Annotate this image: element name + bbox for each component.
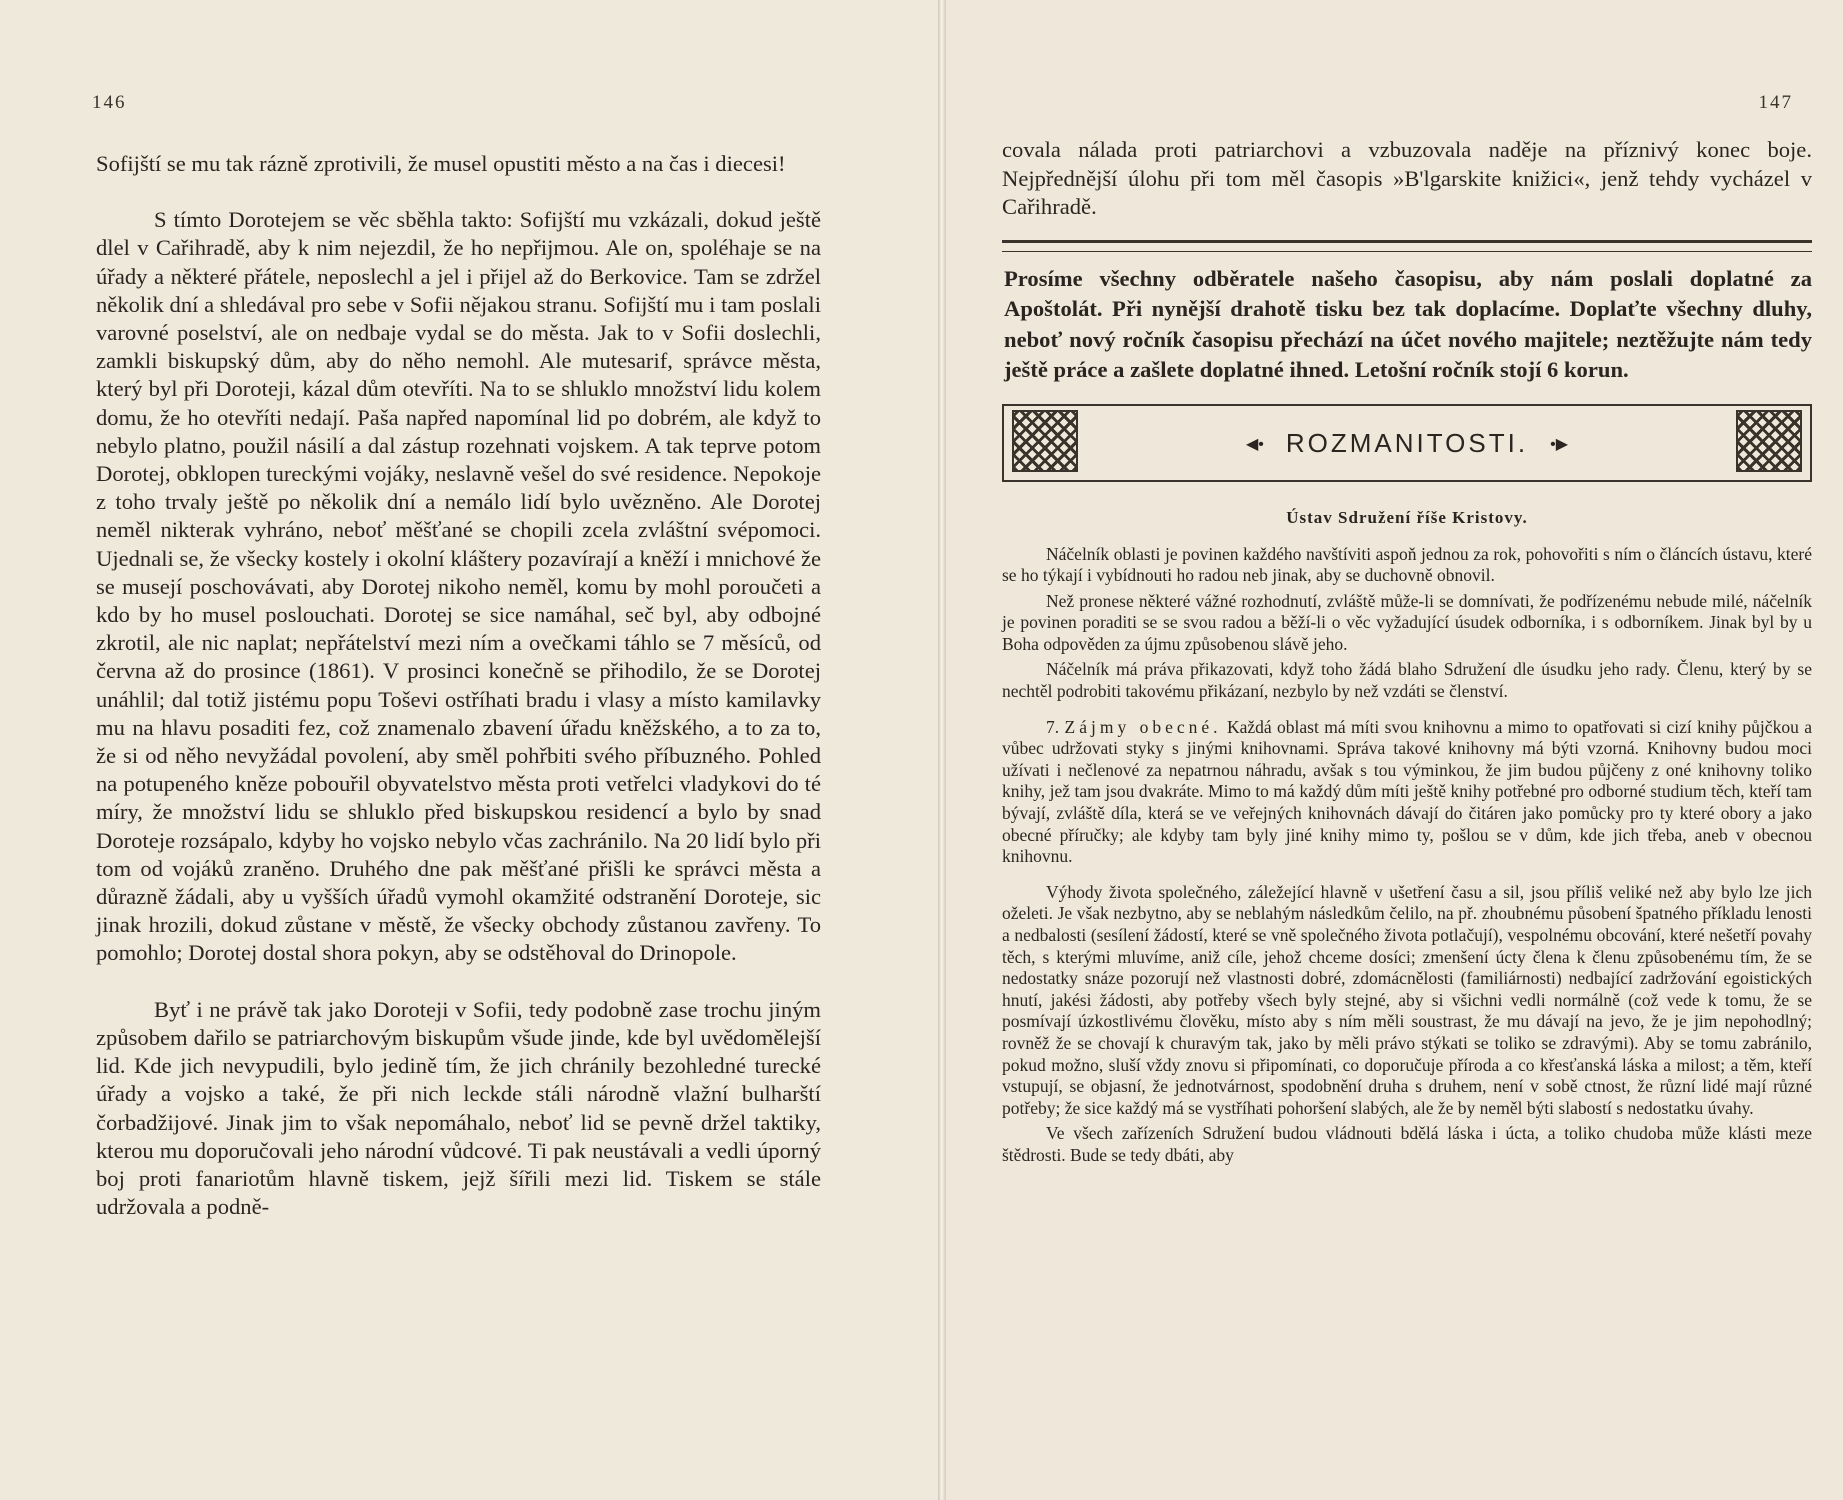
left-text-column (96, 150, 821, 1221)
ornament-icon (1736, 410, 1802, 472)
paragraph (1002, 717, 1812, 868)
section-title: Ústav Sdružení říše Kristovy. (1286, 507, 1528, 527)
right-page (946, 0, 1843, 1500)
point-heading: Zájmy obecné. (1064, 716, 1222, 737)
point-number: 7. (1046, 716, 1060, 737)
point-text: Každá oblast má míti svou knihovnu a mimo to opatřovati si cizí knihy půjčkou a vůbec udržovati styky s jinými knihovnami. Správa takové knihovny má býti vzorná. Knihovny budou moci užívati i nečlenové za nepatrnou náhradu, avšak s tou výminkou, že jim budou půjčeny z oné knihovny toliko knihy, jež tam jsou dvakráte. Mimo to má každý dům míti ještě knihy potřebné pro odborné studium těch, kteří tam bývají, zvláště díla, která se ve veřejných knihovnách dávají do čitáren jako pomůcky pro ty které obory a jako obecné příručky; ale kdyby tam byly jiné knihy mimo ty, pošlou se v dům, kde jich třeba, aneb v obecnou knihovnu. (1002, 716, 1812, 867)
page-number: 147 (1758, 92, 1793, 113)
banner-title-text: ROZMANITOSTI. (1285, 427, 1529, 458)
arrow-right-icon: •▶ (1550, 435, 1568, 453)
arrow-left-icon: ◀• (1245, 435, 1264, 453)
paragraph: Ve všech zařízeních Sdružení budou vládnouti bdělá láska i úcta, a toliko chudoba může klásti meze štědrosti. Bude se tedy dbáti, aby (1002, 1123, 1812, 1165)
paragraph: Než pronese některé vážné rozhodnutí, zvláště může-li se domnívati, že podřízenému nebude milé, náčelník je povinen poraditi se se svou radou a běží-li o věc vyžadující úsudek odborníka, i s odborníkem. Jinak byl by u Boha odpověden za újmu způsobenou slávě jeho. (1002, 590, 1812, 654)
paragraph: Sofijští se mu tak rázně zprotivili, že musel opustiti město a na čas i diecesi! (96, 151, 786, 176)
paragraph: Náčelník má práva přikazovati, když toho žádá blaho Sdružení dle úsudku jeho rady. Členu, který by se nechtěl podrobiti takovému přikázaní, nezbylo by než vzdáti se členství. (1002, 659, 1812, 702)
divider (1002, 240, 1812, 252)
page-number: 146 (92, 92, 127, 113)
banner-title (1002, 428, 1812, 459)
paragraph: S tímto Dorotejem se věc sběhla takto: Sofijští mu vzkázali, dokud ještě dlel v Cařihradě, aby k nim nejezdil, že ho nepřijmou. Ale on, spoléhaje se na úřady a některé přátele, neposlechl a jel i přijel až do Berkovice. Tam se zdržel několik dní a shledával pro sebe v Sofii nějakou stranu. Sofijští mu i tam poslali varovné poselství, ale on nedbaje vydal se do města. Jak to v Sofii doslechli, zamkli biskupský dům, aby do něho nemohl. Ale mutesarif, správce města, který byl při Doroteji, kázal dům otevříti. Na to se shluklo množství lidu kolem domu, že ho otevříti nedají. Paša napřed napomínal lid po dobrém, ale když to nebylo platno, použil násilí a dal zástup rozehnati vojskem. A tak teprve potom Dorotej, obklopen tureckými vojáky, neslavně vešel do své residence. Nepokoje z toho trvaly ještě po několik dní a nemálo lidí bylo uvězněno. Ale Dorotej neměl nikterak vyhráno, neboť měšťané se chopili zcela zvláštní svépomoci. Ujednali se, že všecky kostely i okolní kláštery pozavírají a kněží i mnichové že se musejí poschovávati, aby Dorotej nikoho neměl, komu by mohl poroučeti a kdo by ho musel poslouchati. Dorotej se sice namáhal, seč byl, aby odbojné zkrotil, ale nic naplat; nepřátelství mezi ním a ovečkami táhlo se 7 měsíců, od června až do prosince (1861). V prosinci konečně se přihodilo, že se Dorotej unáhlil; dal totiž jistému popu Toševi ostříhati bradu i vlasy a místo kamilavky mu na hlavu posaditi fez, což znamenalo zbavení úřadu kněžského, a to za to, že si od něho nevyžádal povolení, aby směl pohřbiti svého příbuzného. Pohled na potupeného kněze pobouřil obyvatelstvo města proti vetřelci vladykovi do té míry, že množství lidu se shluklo před biskupskou residencí a bylo by snad Doroteje rozsápalo, kdyby ho vojsko nebylo včas zachránilo. Na 20 lidí bylo při tom od vojáků zraněno. Druhého dne pak měšťané přišli ke správci města a důrazně žádali, aby u vyšších úřadů vymohl okamžité odstranění Doroteje, sic jinak hrozili, dokud zůstane v městě, že všecky obchody zůstanou zavřeny. To pomohlo; Dorotej dostal shora pokyn, aby se odstěhoval do Drinopole. (96, 207, 821, 966)
section-banner (1002, 404, 1812, 482)
paragraph: Náčelník oblasti je povinen každého navštíviti aspoň jednou za rok, pohovořiti s ním o článcích ústavu, které se ho týkají i vybídnouti ho radou neb jinak, aby se duchovně obnovil. (1002, 543, 1812, 586)
right-text-column (1002, 136, 1812, 1167)
subscriber-notice: Prosíme všechny odběratele našeho časopisu, aby nám poslali doplatné za Apoštolát. Při nynější drahotě tisku bez tak doplacíme. Doplaťte všechny dluhy, neboť nový ročník časopisu přechází na účet nového majitele; neztěžujte nám tedy ještě práce a zašlete doplatné ihned. Letošní ročník stojí 6 korun. (1004, 265, 1812, 382)
paragraph: covala nálada proti patriarchovi a vzbuzovala naděje na příznivý konec boje. Nejpřednější úlohu při tom měl časopis »B'lgarskite knižici«, jenž tehdy vycházel v Cařihradě. (1002, 137, 1812, 219)
paragraph: Výhody života společného, záležející hlavně v ušetření času a sil, jsou příliš veliké než aby bylo lze jich oželeti. Je však nezbytno, aby se neblahým následkům čelilo, na př. zhoubnému působení špatného příkladu lenosti a nedbalosti (sesílení žádostí, které se vně společného života potlačují), vespolnému obcování, které nešetří povahy těch, s kterými mluvíme, aniž cíle, jehož chceme dosíci; zmenšení úcty člena k členu způsobenému tím, že se nedostatky snáze pozorují než vlastnosti dobré, zdomácnělosti (familiárnosti) nedbající zadržování egoistických hnutí, jakési žádosti, aby potřeby všech byly stejné, aby si všichni vedli normálně (což vede k tomu, že se posmívají úzkostlivému člověku, místo aby s ním měli soustrast, že mu dávají na jevo, že je jim nepohodlný; rovněž že se chovají k churavým tak, jako by měli právo stýkati se toliko se zdravými). Aby se tomu zabránilo, pokud možno, sluší vždy znovu si připomínati, co doporučuje příroda a co křesťanská láska a milost; a těm, kteří vstupují, se objasní, že jednotvárnost, spodobnění druha s druhem, není v sobě ctnost, že různí lidé mají různé potřeby; že sice každý má se vystříhati pohoršení slabých, ale že by neměl býti slabostí s nedostatku úvahy. (1002, 881, 1812, 1118)
book-gutter (938, 0, 946, 1500)
paragraph: Byť i ne právě tak jako Doroteji v Sofii, tedy podobně zase trochu jiným způsobem dařilo se patriarchovým biskupům všude jinde, kde byl uvědomělejší lid. Kde jich nevypudili, bylo jedině tím, že jich chránily bezohledné turecké úřady a vojsko a také, že při nich leckde stáli národně vlažní bulharští čorbadžijové. Jinak jim to však nepomáhalo, neboť lid se pevně držel taktiky, kterou mu doporučovali jeho národní vůdcové. Ti pak neustávali a vedli úporný boj proti fanariotům hlavně tiskem, jejž šířili mezi lid. Tiskem se stále udržovala a podně- (96, 996, 821, 1220)
